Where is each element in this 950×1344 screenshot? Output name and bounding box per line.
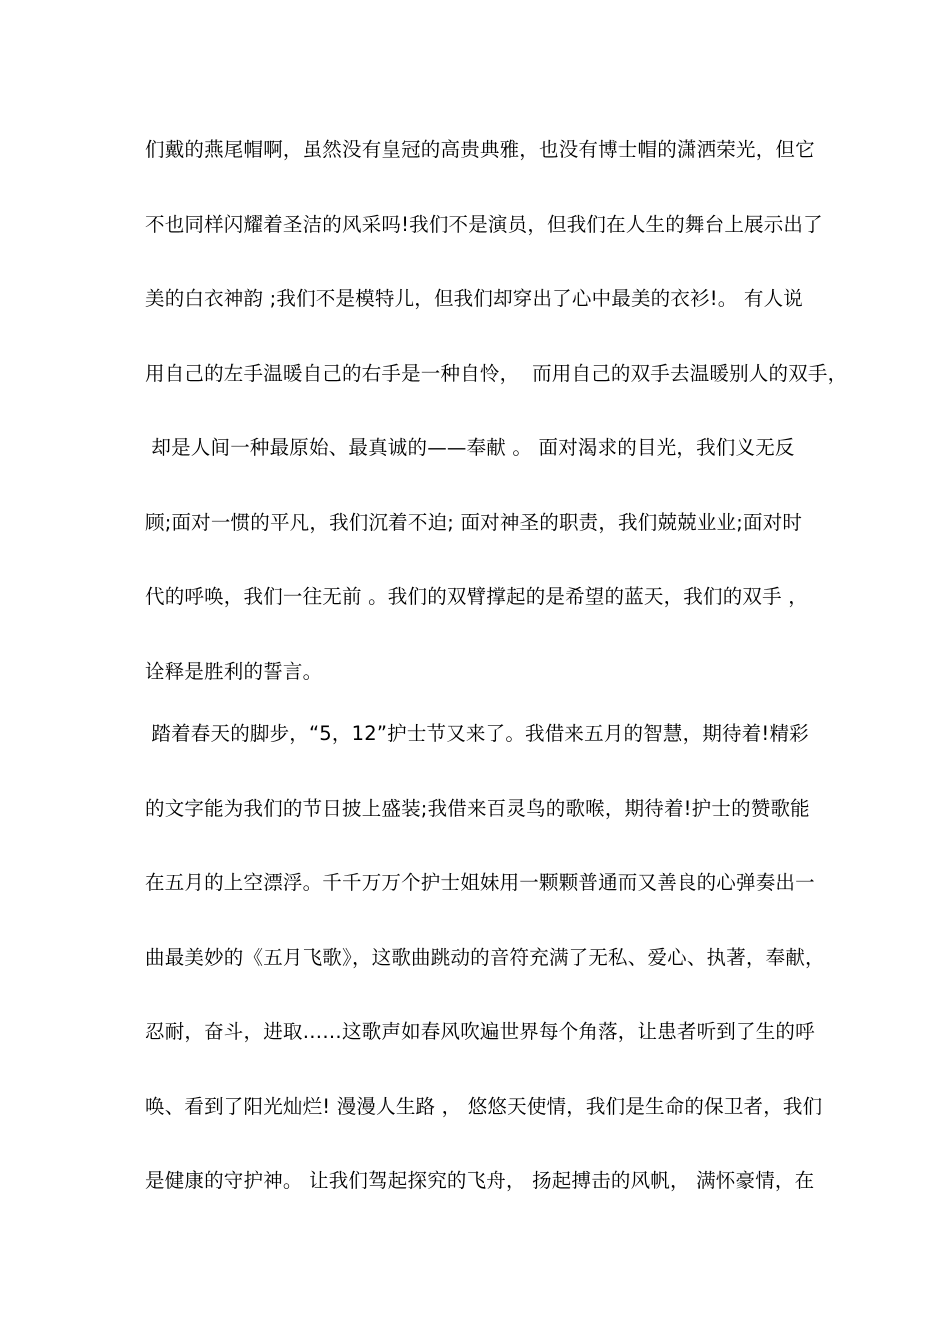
text-line: 的文字能为我们的节日披上盛装;我借来百灵鸟的歌喉，期待着!护士的赞歌能 (145, 797, 810, 820)
text-line: 却是人间一种最原始、最真诚的——奉献 。 面对渴求的目光，我们义无反 (145, 436, 795, 459)
text-line: 代的呼唤，我们一往无前 。我们的双臂撑起的是希望的蓝天，我们的双手 ， (145, 585, 808, 608)
text-line: 是健康的守护神。 让我们驾起探究的飞舟， 扬起搏击的风帆， 满怀豪情，在 (145, 1169, 815, 1192)
text-line: 顾;面对一惯的平凡，我们沉着不迫; 面对神圣的职责，我们兢兢业业;面对时 (145, 511, 803, 534)
text-line: 美的白衣神韵 ;我们不是模特儿，但我们却穿出了心中最美的衣衫!。 有人说 (145, 287, 803, 310)
text-line: 们戴的燕尾帽啊，虽然没有皇冠的高贵典雅，也没有博士帽的潇洒荣光，但它 (145, 138, 815, 161)
text-line: 忍耐，奋斗，进取……这歌声如春风吹遍世界每个角落，让患者听到了生的呼 (145, 1020, 815, 1043)
text-line: 踏着春天的脚步，“5，12”护士节又来了。我借来五月的智慧，期待着!精彩 (145, 722, 809, 745)
text-line: 唤、看到了阳光灿烂! 漫漫人生路 ， 悠悠天使情，我们是生命的保卫者，我们 (145, 1095, 823, 1118)
text-line: 不也同样闪耀着圣洁的风采吗!我们不是演员，但我们在人生的舞台上展示出了 (145, 213, 823, 236)
text-line: 在五月的上空漂浮。千千万万个护士姐妹用一颗颗普通而又善良的心弹奏出一 (145, 871, 815, 894)
text-line: 曲最美妙的《五月飞歌》，这歌曲跳动的音符充满了无私、爱心、执著，奉献， (145, 946, 825, 969)
text-line: 用自己的左手温暖自己的右手是一种自怜， 而用自己的双手去温暖别人的双手， (145, 362, 848, 385)
text-line: 诠释是胜利的誓言。 (145, 660, 323, 683)
